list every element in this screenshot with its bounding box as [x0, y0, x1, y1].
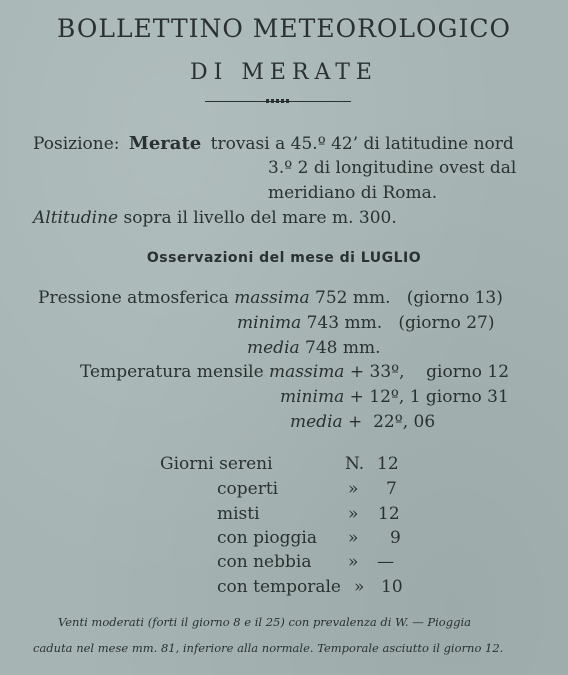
pressure-avg-value: 748 mm. [305, 338, 381, 358]
pressure-max-value: 752 mm. (giorno 13) [315, 288, 503, 308]
page-subtitle: DI MERATE [190, 60, 378, 85]
pressure-avg-label: media [247, 338, 300, 358]
pressure-min-label: minima [237, 313, 302, 333]
days-row-misti-label: misti [217, 504, 260, 524]
temperature-avg-value: + 22º, 06 [348, 412, 436, 432]
position-label: Posizione: [33, 134, 120, 154]
position-longitude: 3.º 2 di longitudine ovest dal [268, 158, 517, 178]
temperature-min-label: minima [280, 387, 345, 407]
pressure-min-value: 743 mm. (giorno 27) [306, 313, 495, 333]
position-latitude: trovasi a 45.º 42’ di latitudine nord [210, 134, 514, 154]
days-row-temporale-label: con temporale [217, 577, 341, 597]
days-row-temporale-mark: » [354, 577, 365, 597]
temperature-max-label: massima [269, 362, 345, 382]
days-row-misti-mark: » [348, 504, 359, 524]
temperature-min-row [280, 387, 509, 407]
days-row-nebbia-mark: » [348, 552, 359, 572]
days-row-sereni-label: Giorni sereni [160, 454, 273, 474]
days-row-coperti-label: coperti [217, 479, 279, 499]
days-row-misti-value: 12 [378, 504, 400, 524]
temperature-max-value: + 33º, giorno 12 [349, 362, 510, 382]
days-row-sereni-value: 12 [377, 454, 399, 474]
position-line [33, 133, 514, 154]
footnote-line-1: Venti moderati (forti il giorno 8 e il 25) con prevalenza di W. — Pioggia [58, 615, 471, 629]
days-row-nebbia-label: con nebbia [217, 552, 312, 572]
days-row-sereni-mark: N. [345, 454, 365, 474]
pressure-max-row [38, 288, 503, 308]
page-title: BOLLETTINO METEOROLOGICO [57, 14, 511, 43]
footnote-line-2: caduta nel mese mm. 81, inferiore alla normale. Temporale asciutto il giorno 12. [33, 641, 504, 655]
days-row-pioggia-value: 9 [390, 528, 401, 548]
temperature-avg-row [290, 412, 435, 432]
altitude-line [33, 208, 397, 228]
position-place: Merate [128, 133, 202, 154]
pressure-min-row [237, 313, 494, 333]
days-row-coperti-mark: » [348, 479, 359, 499]
section-title: Osservazioni del mese di LUGLIO [146, 250, 422, 266]
position-meridian: meridiano di Roma. [268, 183, 438, 203]
temperature-max-row [80, 362, 509, 382]
days-row-temporale-value: 10 [381, 577, 403, 597]
altitude-label: Altitudine [33, 208, 119, 228]
days-row-coperti-value: 7 [386, 479, 397, 499]
pressure-label: Pressione atmosferica [38, 288, 229, 308]
pressure-avg-row [247, 338, 381, 358]
days-row-nebbia-value: — [377, 552, 394, 572]
temperature-avg-label: media [290, 412, 343, 432]
days-row-pioggia-label: con pioggia [217, 528, 317, 548]
pressure-max-label: massima [234, 288, 310, 308]
temperature-min-value: + 12º, 1 giorno 31 [349, 387, 509, 407]
days-row-pioggia-mark: » [348, 528, 359, 548]
temperature-label: Temperatura mensile [80, 362, 264, 382]
title-divider-ornament [266, 99, 290, 103]
altitude-text: sopra il livello del mare m. 300. [123, 208, 397, 228]
